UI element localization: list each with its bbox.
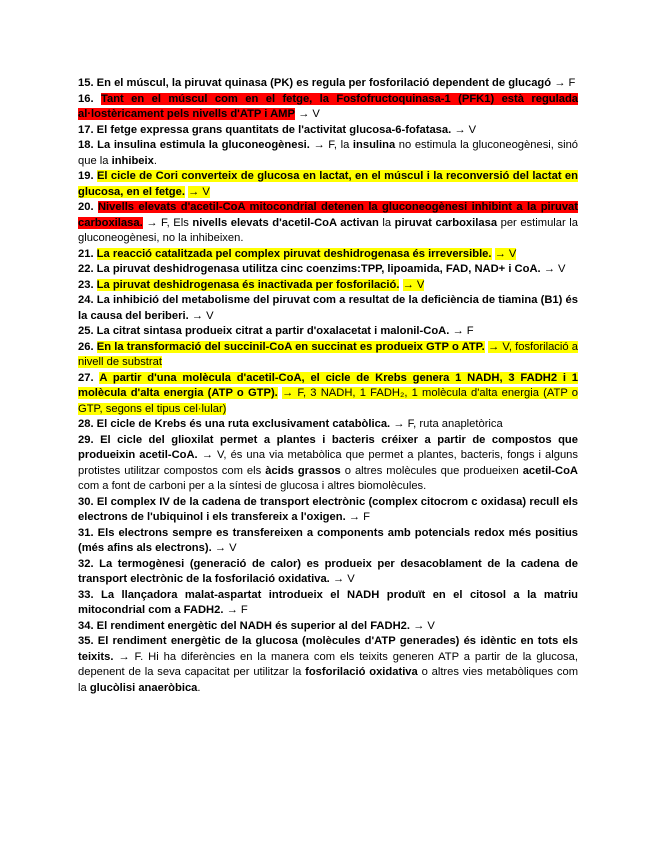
answer-text: → V, fosforilació a nivell de substrat: [78, 340, 579, 368]
question-statement: A partir d'una molècula d'acetil-CoA, el cicle de Krebs genera 1 NADH, 3 FADH2 i 1 molècula d'alta energia (ATP o GTP).: [78, 371, 579, 399]
question-statement: La reacció catalitzada pel complex piruvat deshidrogenasa és irreversible.: [96, 247, 492, 260]
question-item: [78, 262, 578, 278]
question-item: [78, 92, 578, 123]
question-item: [78, 526, 578, 557]
answer-text: → V: [191, 309, 214, 322]
question-item: [78, 619, 578, 635]
question-item: [78, 495, 578, 526]
question-statement: Els electrons sempre es transfereixen a components amb potencials redox més positius (més afins als electrons).: [78, 526, 579, 554]
question-item: [78, 138, 578, 169]
question-statement: El cicle del glioxilat permet a plantes i bacteris créixer a partir de compostos que produeixin acetil-CoA.: [78, 433, 578, 461]
answer-text: → F: [348, 511, 370, 523]
answer-explanation-segment: fosforilació oxidativa: [305, 666, 418, 678]
answer-text: → V: [543, 263, 566, 275]
question-number: 25.: [78, 325, 94, 337]
answer-explanation-segment: o altres vies metabòliques com la: [78, 666, 579, 694]
answer-text: → V: [454, 123, 477, 136]
answer-explanation-segment: nivells elevats d'acetil-CoA activan: [192, 216, 379, 229]
answer-text: → V, és una via metabòlica que permet a plantes, bacteris, fongs i alguns protistes utilitzar compostos com els: [78, 449, 579, 477]
question-item: [78, 588, 578, 619]
question-number: 31.: [78, 526, 94, 539]
answer-text: → F: [554, 77, 576, 89]
question-statement: El rendiment energètic de la glucosa (molècules d'ATP generades) és idèntic en tots els teixits.: [78, 635, 578, 663]
question-number: 27.: [78, 371, 94, 384]
question-statement: El cicle de Cori converteix de glucosa en lactat, en el múscul i la reconversió del lactat en glucosa, en el fetge.: [78, 170, 578, 198]
question-item: [78, 293, 578, 324]
answer-explanation-segment: insulina: [352, 139, 396, 151]
question-statement: La citrat sintasa produeix citrat a partir d'oxalacetat i malonil-CoA.: [96, 325, 450, 337]
question-item: [78, 417, 578, 433]
answer-text: → F, 3 NADH, 1 FADH₂, 1 molècula d'alta energia (ATP o GTP, segons el tipus cel·lular): [78, 387, 579, 415]
question-statement: Tant en el múscul com en el fetge, la Fosfofructoquinasa-1 (PFK1) està regulada al·lostèricament pels nivells d'ATP i AMP: [78, 92, 578, 120]
question-number: 22.: [78, 263, 94, 275]
question-number: 19.: [78, 170, 94, 182]
answer-text: → V: [188, 185, 210, 198]
answer-explanation-segment: per estimular la gluconeogènesi, no la inhibeixen.: [78, 216, 578, 244]
question-statement: El fetge expressa grans quantitats de l'activitat glucosa-6-fofatasa.: [96, 123, 452, 136]
question-number: 23.: [78, 278, 94, 291]
answer-text: → F, ruta anapletòrica: [393, 418, 503, 430]
answer-explanation-segment: no estimula la gluconeogènesi, sinó que la: [78, 139, 579, 167]
question-item: [78, 340, 578, 371]
question-number: 17.: [78, 123, 94, 136]
answer-text: → V: [332, 573, 355, 585]
question-statement: La piruvat deshidrogenasa és inactivada per fosforilació.: [96, 278, 400, 291]
question-item: [78, 433, 578, 495]
answer-explanation-segment: .: [197, 681, 201, 694]
question-statement: La piruvat deshidrogenasa utilitza cinc coenzims:TPP, lipoamida, FAD, NAD+ i CoA.: [96, 263, 541, 275]
answer-explanation-segment: glucòlisi anaeròbica: [89, 681, 198, 694]
question-statement: El rendiment energètic del NADH és superior al del FADH2.: [96, 619, 411, 632]
question-item: [78, 278, 578, 294]
question-statement: El cicle de Krebs és una ruta exclusivament catabòlica.: [96, 418, 391, 430]
question-item: [78, 123, 578, 139]
question-number: 15.: [78, 77, 94, 89]
answer-text: → V: [298, 108, 320, 120]
question-number: 33.: [78, 588, 94, 601]
question-statement: La llançadora malat-aspartat introdueix el NADH produït en el citosol a la matriu mitocondrial com a FADH2.: [78, 588, 579, 616]
answer-text: → F: [226, 604, 248, 616]
question-statement: Nivells elevats d'acetil-CoA mitocondrial detenen la gluconeogènesi inhibint a la piruvat carboxilasa.: [78, 201, 578, 229]
question-statement: La termogènesi (generació de calor) es produeix per desacoblament de la cadena de transport electrònic de la fosforilació oxidativa.: [78, 557, 578, 585]
answer-text: → V: [494, 247, 517, 260]
answer-text: → V: [413, 619, 435, 632]
question-item: [78, 557, 578, 588]
question-number: 32.: [78, 557, 94, 570]
question-statement: El complex IV de la cadena de transport electrònic (complex citocrom c oxidasa) recull els electrons de l'ubiquinol i els transfereix a l'oxigen.: [78, 495, 579, 523]
answer-explanation-segment: inhibeix: [111, 154, 154, 167]
answer-explanation-segment: com a font de carboni per a la síntesi de glucosa i altres biomolècules.: [78, 480, 427, 492]
question-statement: En el múscul, la piruvat quinasa (PK) es regula per fosforilació dependent de glucagó: [96, 77, 552, 89]
question-number: 26.: [78, 340, 94, 353]
question-number: 28.: [78, 418, 94, 430]
answer-text: → F: [452, 325, 474, 337]
answer-explanation-segment: piruvat carboxilasa: [394, 216, 498, 229]
question-statement: En la transformació del succinil-CoA en succinat es produeix GTP o ATP.: [96, 340, 485, 353]
question-number: 35.: [78, 635, 94, 647]
answer-text: → F. Hi ha diferències en la manera com els teixits generen ATP a partir de la glucosa, depenent de la seva capacitat per utilitzar la: [78, 650, 579, 678]
question-number: 29.: [78, 433, 94, 446]
question-item: [78, 634, 578, 696]
question-number: 20.: [78, 201, 94, 213]
question-statement: La inhibició del metabolisme del piruvat com a resultat de la deficiència de tiamina (B1) és la causa del beriberi.: [78, 294, 578, 322]
answer-explanation-segment: àcids grassos: [265, 464, 341, 477]
answer-text: → V: [402, 278, 425, 291]
answer-text: → F, Els: [146, 216, 189, 229]
question-number: 21.: [78, 247, 94, 260]
answer-explanation-segment: la: [378, 216, 395, 229]
question-item: [78, 324, 578, 340]
question-list: [78, 76, 578, 696]
answer-explanation-segment: .: [153, 154, 157, 167]
question-number: 18.: [78, 139, 94, 151]
question-number: 24.: [78, 294, 94, 306]
answer-explanation-segment: acetil-CoA: [522, 464, 579, 477]
question-number: 34.: [78, 619, 94, 632]
question-item: [78, 169, 578, 200]
question-item: [78, 371, 578, 418]
question-item: [78, 76, 578, 92]
answer-text: → V: [214, 542, 237, 554]
question-statement: La insulina estimula la gluconeogènesi.: [97, 139, 310, 151]
answer-text: → F, la: [313, 139, 350, 151]
answer-explanation-segment: o altres molècules que produeixen: [340, 464, 523, 477]
question-item: [78, 200, 578, 247]
question-number: 16.: [78, 92, 94, 105]
question-number: 30.: [78, 495, 94, 508]
question-item: [78, 247, 578, 263]
